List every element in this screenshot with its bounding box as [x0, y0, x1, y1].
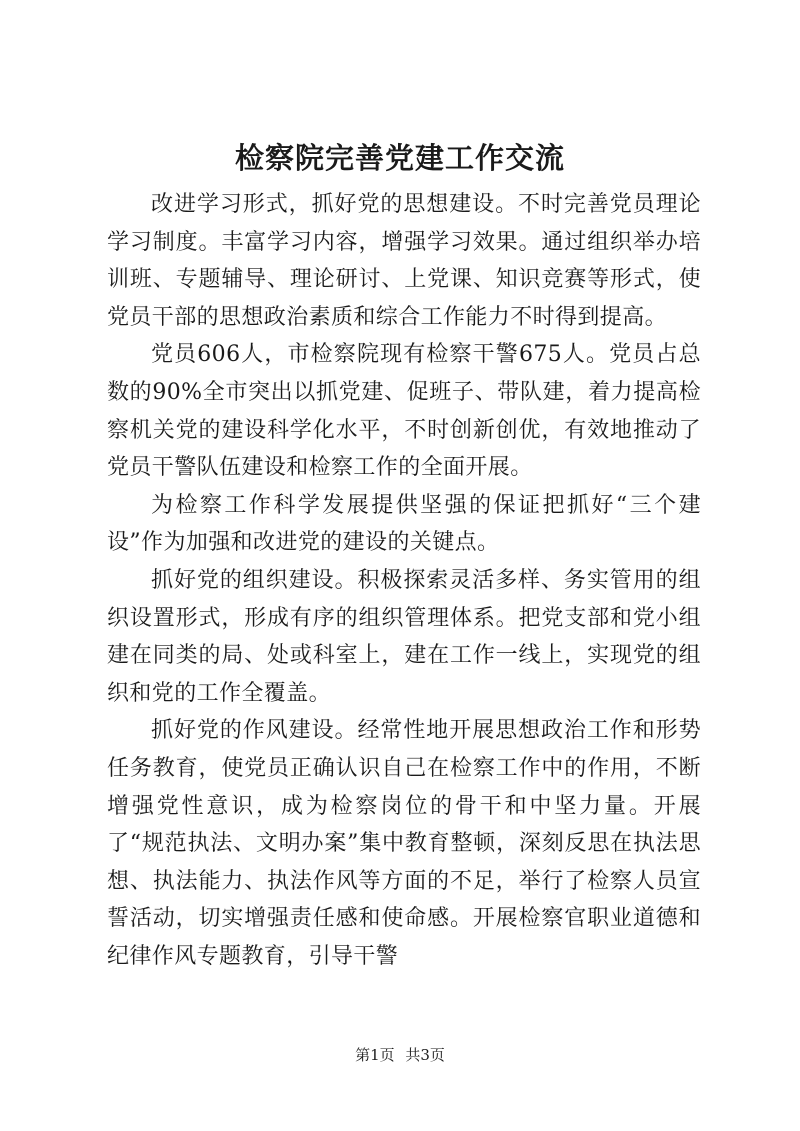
page-footer [0, 1045, 800, 1065]
document-body [107, 186, 701, 975]
paragraph: 党员606人，市检察院现有检察干警675人。党员占总数的90%全市突出以抓党建、促班子、带队建，着力提高检察机关党的建设科学化水平，不时创新创优，有效地推动了党员干警队伍建设和检察工作的全面开展。 [107, 342, 701, 481]
paragraph: 抓好党的组织建设。积极探索灵活多样、务实管用的组织设置形式，形成有序的组织管理体系。把党支部和党小组建在同类的局、处或科室上，建在工作一线上，实现党的组织和党的工作全覆盖。 [107, 567, 701, 706]
paragraph: 为检察工作科学发展提供坚强的保证把抓好“三个建设”作为加强和改进党的建设的关键点。 [107, 492, 701, 556]
page-total: 共3页 [405, 1046, 445, 1064]
page-number: 第1页 [355, 1046, 395, 1064]
document-title: 检察院完善党建工作交流 [234, 141, 565, 175]
paragraph: 改进学习形式，抓好党的思想建设。不时完善党员理论学习制度。丰富学习内容，增强学习效果。通过组织举办培训班、专题辅导、理论研讨、上党课、知识竞赛等形式，使党员干部的思想政治素质和综合工作能力不时得到提高。 [107, 192, 701, 330]
paragraph: 抓好党的作风建设。经常性地开展思想政治工作和形势任务教育，使党员正确认识自己在检察工作中的作用，不断增强党性意识，成为检察岗位的骨干和中坚力量。开展了“规范执法、文明办案”集中教育整顿，深刻反思在执法思想、执法能力、执法作风等方面的不足，举行了检察人员宣誓活动，切实增强责任感和使命感。开展检察官职业道德和纪律作风专题教育，引导干警 [107, 718, 701, 969]
